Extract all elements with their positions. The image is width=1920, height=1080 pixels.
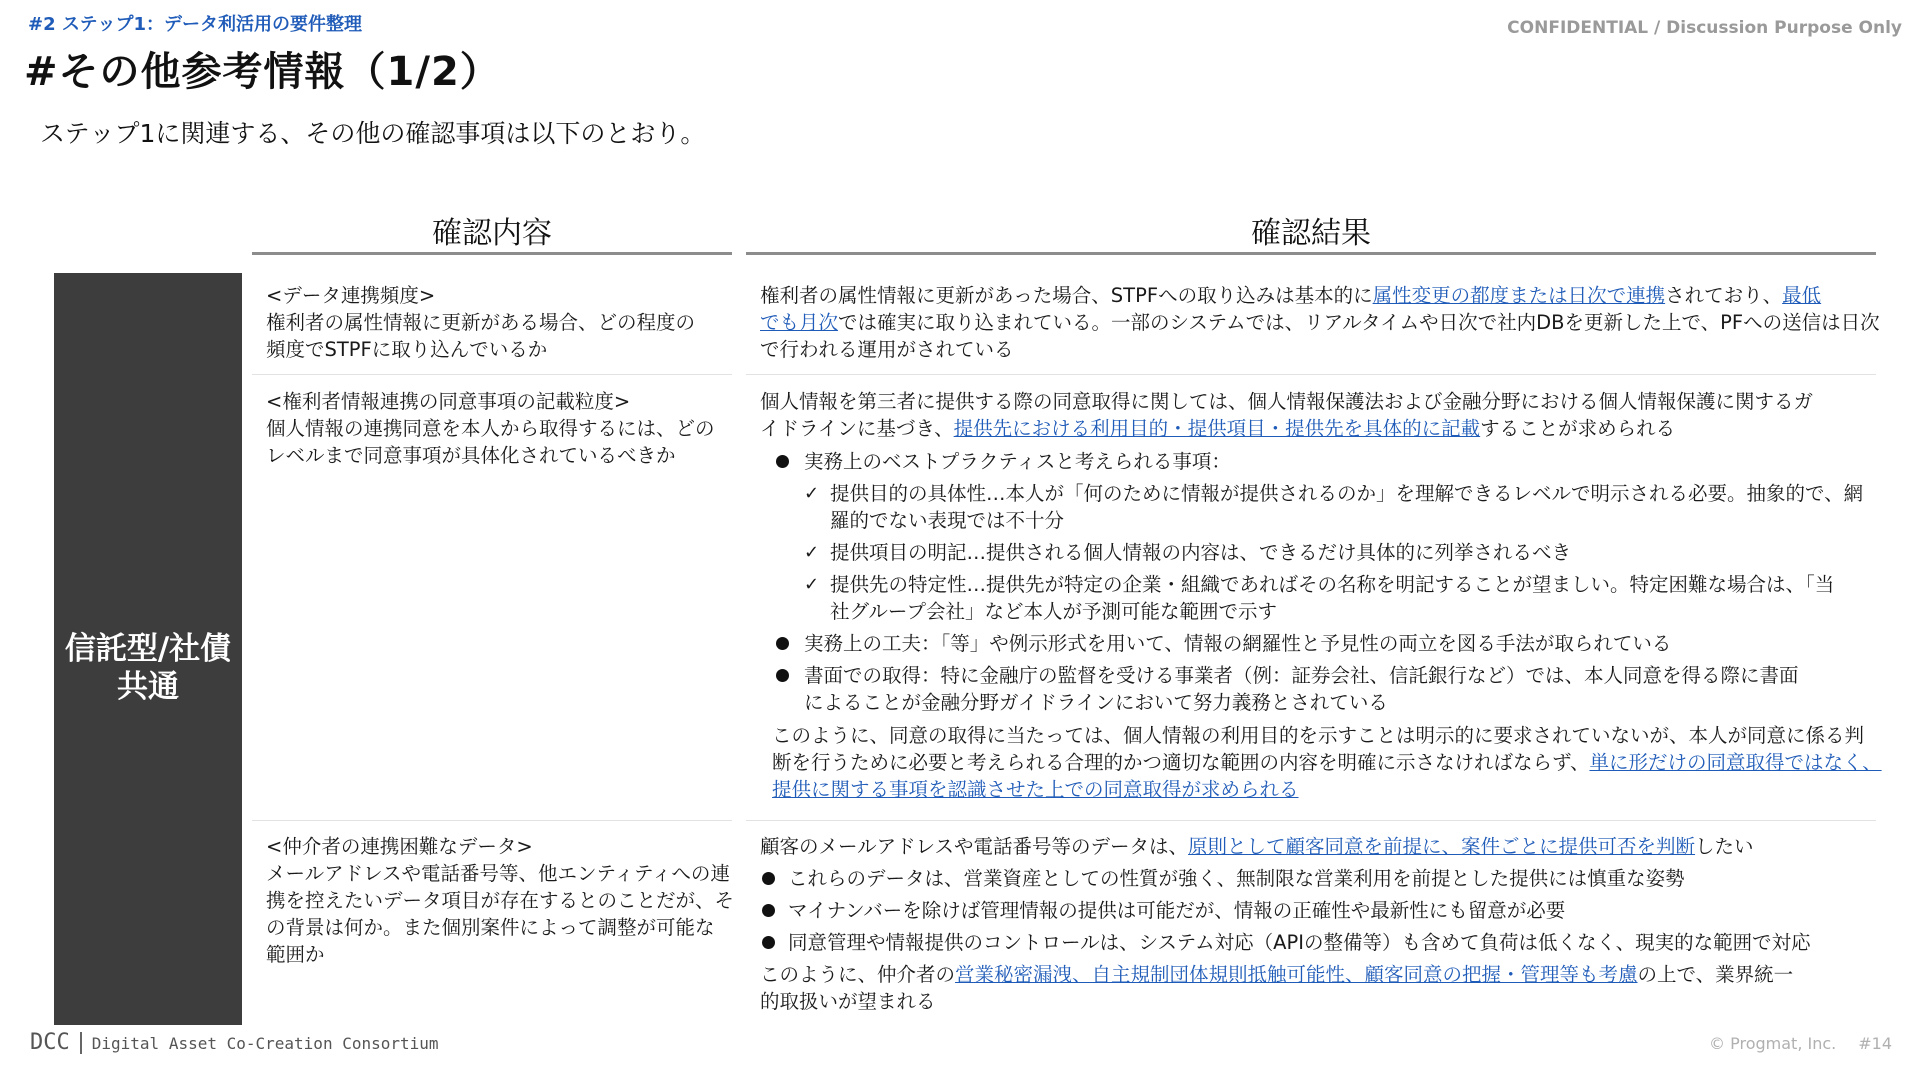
footer-copyright: © Progmat, Inc. #14 [1709,1034,1892,1053]
list-item: マイナンバーを除けば管理情報の提供は可能だが、情報の正確性や最新性にも留意が必要 [760,897,1811,929]
check-icon: ✓ [804,574,820,595]
page-title: #その他参考情報（1/2） [24,49,501,95]
bullet-list [776,448,1863,716]
table-row-item: <仲介者の連携困難なデータ> メールアドレスや電話番号等、他エンティティへの連 携を控えたいデータ項目が存在するとのことだが、そ の背景は何か。また個別案件によって調整が可能な 範囲か [266,835,735,966]
bullet-dot-icon [762,872,775,885]
col-header-check-result: 確認結果 [1251,216,1371,251]
page-number: #14 [1858,1034,1892,1053]
highlight-link: 営業秘密漏洩、自主規制団体規則抵触可能性、顧客同意の把握・管理等も考慮 [955,963,1638,986]
summary-paragraph: このように、同意の取得に当たっては、個人情報の利用目的を示すことは明示的に要求されていないが、本人が同意に係る判 断を行うために必要と考えられる合理的かつ適切な範囲の内容を明確に示さなければならず、単に形だけの同意取得ではなく、 提供に関する事項を認識させた上での同意取得が求められる [772,724,1882,801]
row-divider [746,374,1876,375]
list-item: 同意管理や情報提供のコントロールは、システム対応（APIの整備等）も含めて負荷は低くなく、現実的な範囲で対応 [760,929,1811,961]
list-item: ✓ 提供先の特定性…提供先が特定の企業・組織であればその名称を明記することが望ましい。特定困難な場合は、「当 社グループ会社」など本人が予測可能な範囲で示す [804,573,1835,623]
check-icon: ✓ [804,483,820,504]
row-divider [252,820,732,821]
table-row-result: 個人情報を第三者に提供する際の同意取得に関しては、個人情報保護法および金融分野における個人情報保護に関するガ イドラインに基づき、提供先における利用目的・提供項目・提供先を具体的に記載することが求められる [760,390,1814,440]
bullet-dot-icon [762,904,775,917]
confidential-label: CONFIDENTIAL / Discussion Purpose Only [1507,18,1902,38]
table-row-item: <データ連携頻度> 権利者の属性情報に更新がある場合、どの程度の 頻度でSTPFに取り込んでいるか [266,284,696,361]
highlight-link: 原則として顧客同意を前提に、案件ごとに提供可否を判断 [1188,835,1696,858]
highlight-link: 提供に関する事項を認識させた上での同意取得が求められる [772,778,1299,801]
highlight-link: 単に形だけの同意取得ではなく、 [1589,751,1882,774]
bullet-dot-icon [776,455,789,468]
list-item: ✓ 提供目的の具体性…本人が「何のために情報が提供されるのか」を理解できるレベルで明示される必要。抽象的で、網 羅的でない表現では不十分 [804,482,1864,532]
consortium-name: Digital Asset Co-Creation Consortium [91,1034,439,1053]
highlight-link: 提供先における利用目的・提供項目・提供先を具体的に記載 [953,417,1481,440]
dcc-logo-text: DCC [30,1030,70,1055]
page-subtitle: ステップ1に関連する、その他の確認事項は以下のとおり。 [40,119,706,148]
highlight-link: でも月次 [760,311,839,334]
col-header-check-item: 確認内容 [432,216,552,251]
row-group-label: 信託型/社債 共通 [64,631,232,705]
table-row-result: 顧客のメールアドレスや電話番号等のデータは、原則として顧客同意を前提に、案件ごとに提供可否を判断したい これらのデータは、営業資産としての性質が強く、無制限な営業利用を前提とした提供には慎重な姿勢 マイナンバーを除けば管理情報の提供は可能だが、情報の正確性や最新性にも留意が必要 同意管理や情報提供のコントロールは、システム対応（APIの整備等）も含めて負荷は低くなく、現実的な範囲で対応 このように、仲介者の営業秘密漏洩、自主規制団体規則抵触可能性、顧客同意の把握・管理等も考慮の上で、業界統一 的取扱いが望まれる [760,835,1811,1013]
list-item: 実務上の工夫：「等」や例示形式を用いて、情報の網羅性と予見性の両立を図る手法が取られている [776,630,1863,662]
breadcrumb: #2 ステップ1：データ利活用の要件整理 [28,14,363,35]
list-item: これらのデータは、営業資産としての性質が強く、無制限な営業利用を前提とした提供には慎重な姿勢 [760,865,1811,897]
logo-divider [80,1032,82,1054]
list-item: ✓ 提供項目の明記…提供される個人情報の内容は、できるだけ具体的に列挙されるべき [804,541,1572,564]
row-divider [252,374,732,375]
row-divider [746,820,1876,821]
footer-logo [30,1030,439,1055]
bullet-dot-icon [762,936,775,949]
list-item: 実務上のベストプラクティスと考えられる事項： [776,448,1863,480]
table-row-item: <権利者情報連携の同意事項の記載粒度> 個人情報の連携同意を本人から取得するには、どの レベルまで同意事項が具体化されているべきか [266,390,715,467]
bullet-dot-icon [776,637,789,650]
col2-header-rule [746,252,1876,255]
list-item: 書面での取得：特に金融庁の監督を受ける事業者（例：証券会社、信託銀行など）では、本人同意を得る際に書面 によることが金融分野ガイドラインにおいて努力義務とされている [776,662,1863,716]
table-row-result: 権利者の属性情報に更新があった場合、STPFへの取り込みは基本的に属性変更の都度または日次で連携されており、最低 でも月次では確実に取り込まれている。一部のシステムでは、リアルタイムや日次で社内DBを更新した上で、PFへの送信は日次 で行われる運用がされている [760,284,1880,361]
check-icon: ✓ [804,542,820,563]
bullet-dot-icon [776,669,789,682]
highlight-link: 属性変更の都度または日次で連携 [1372,284,1666,307]
col1-header-rule [252,252,732,255]
highlight-link: 最低 [1782,284,1822,307]
